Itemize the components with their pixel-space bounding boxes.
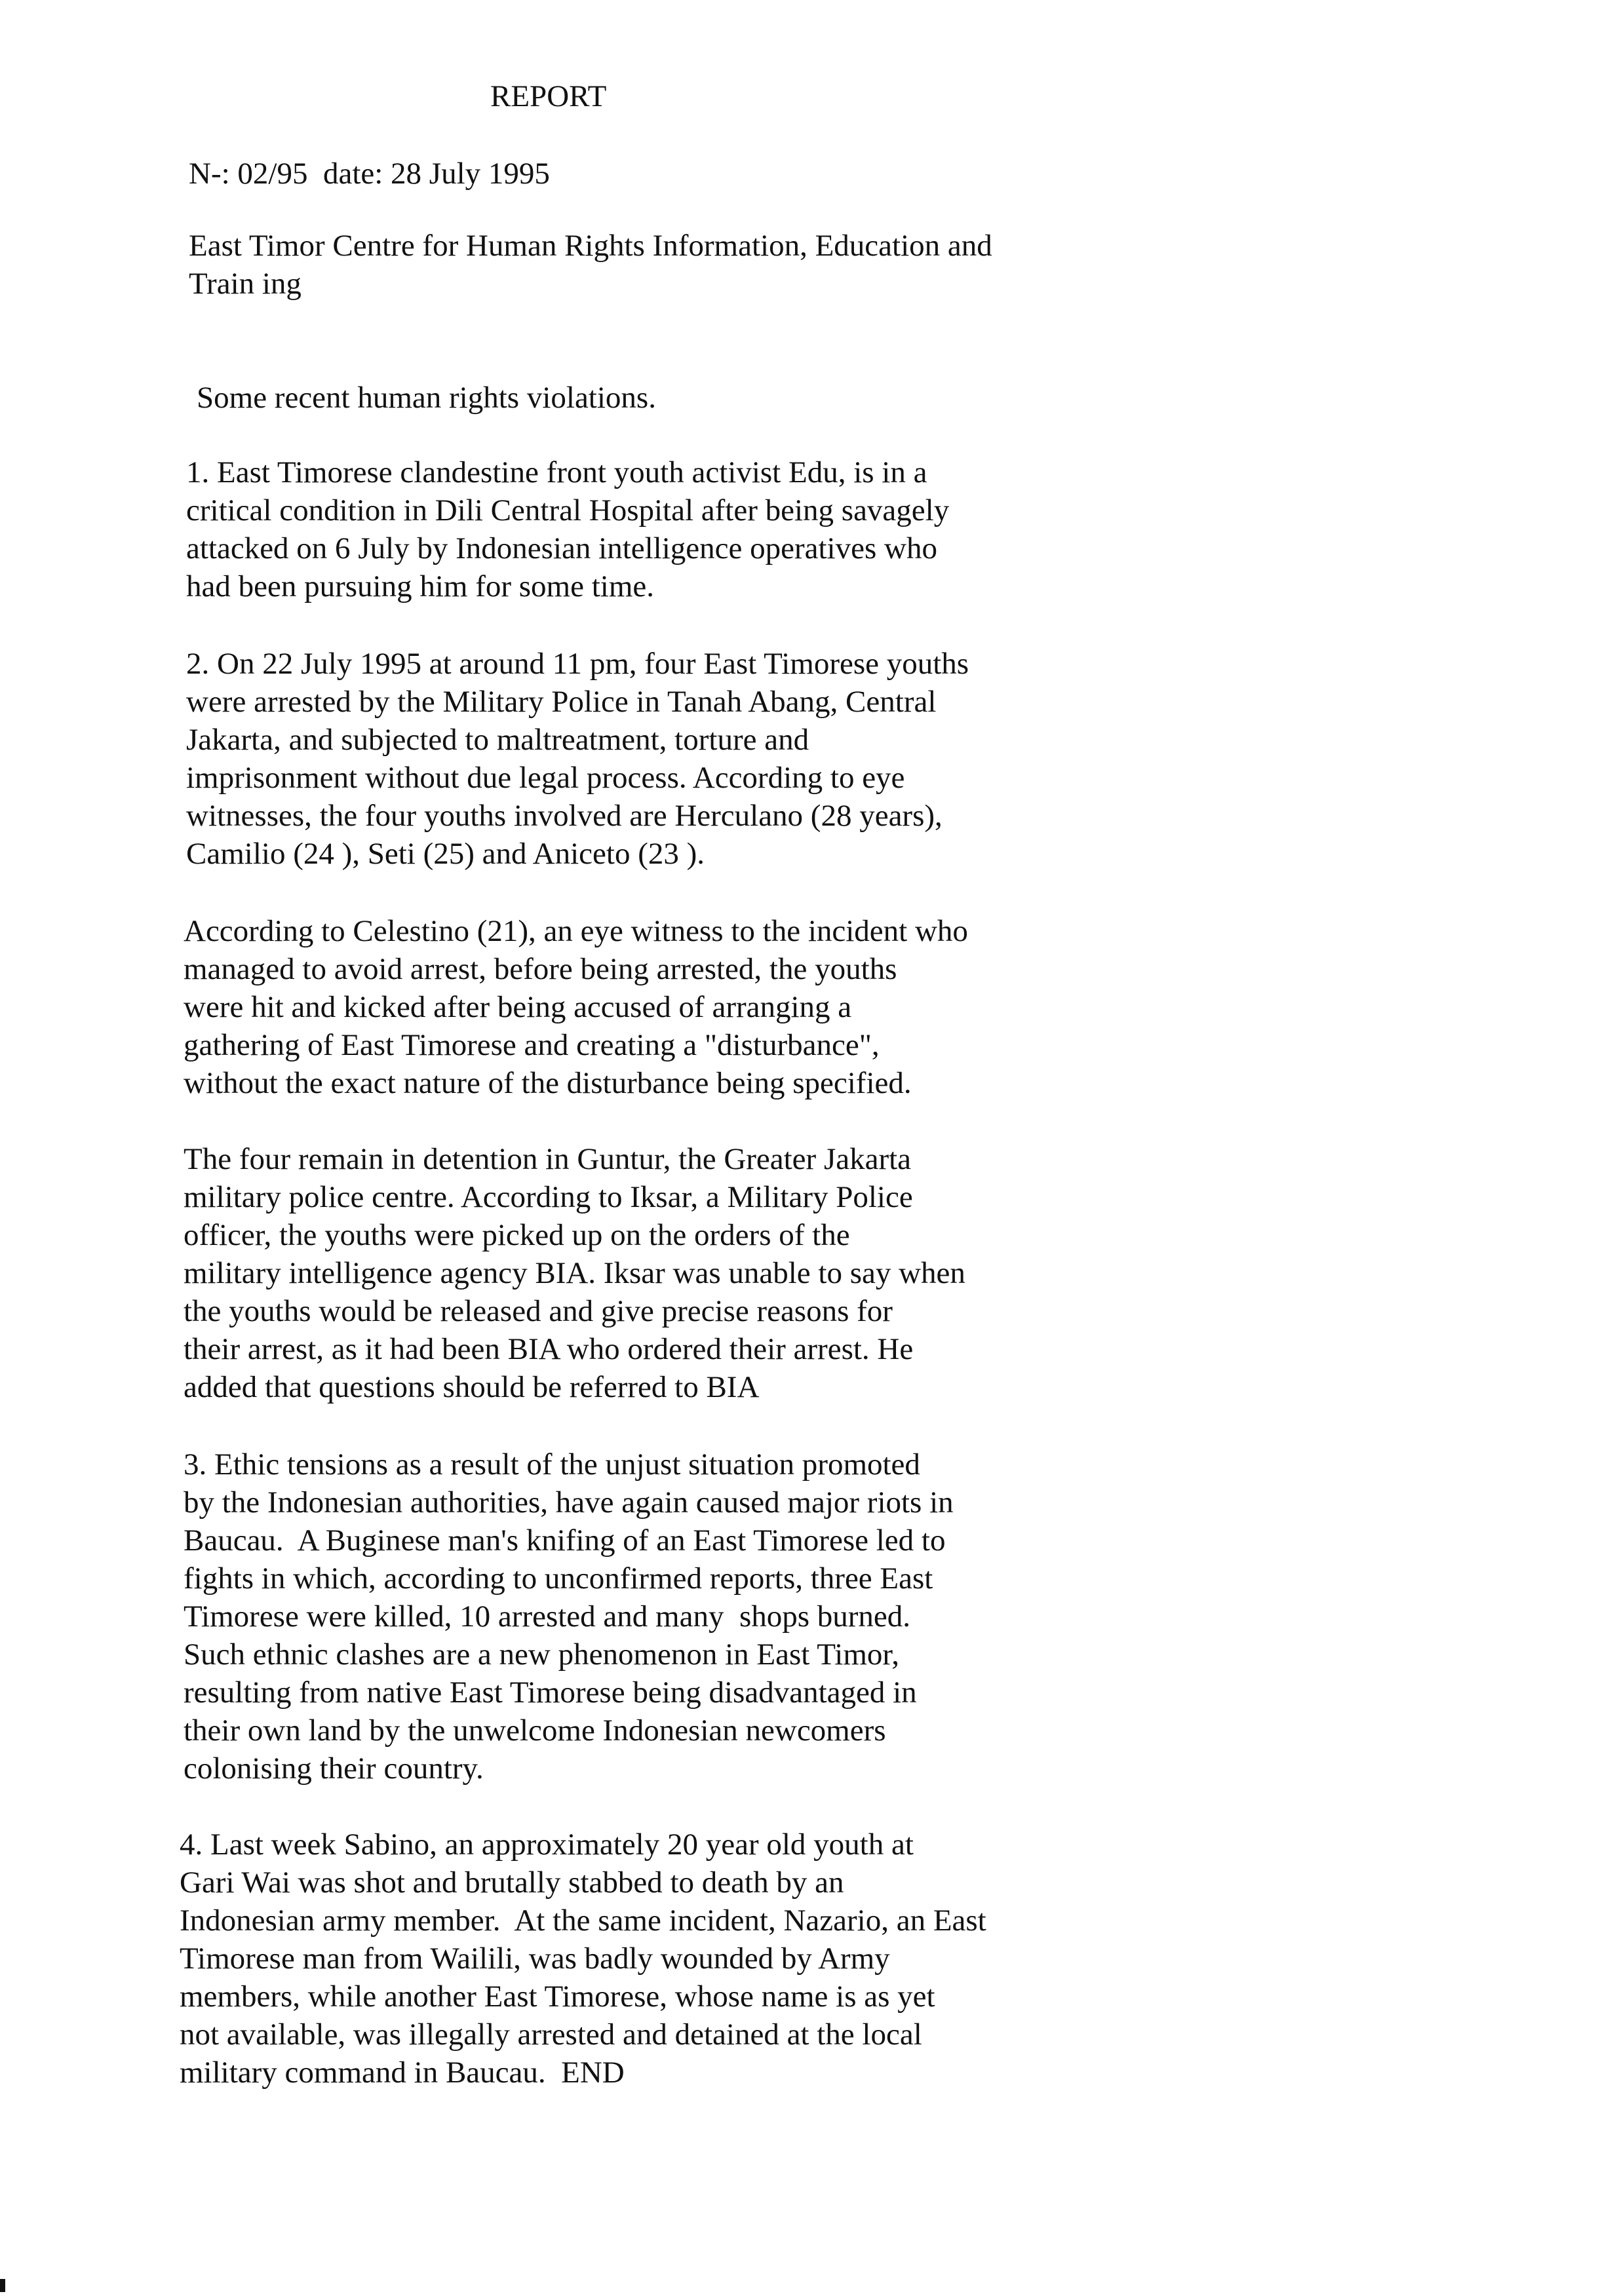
paragraph-line: were arrested by the Military Police in Tanah Abang, Central bbox=[186, 685, 937, 719]
paragraph-line: were hit and kicked after being accused of arranging a bbox=[184, 990, 852, 1024]
paragraph-line: resulting from native East Timorese being disadvantaged in bbox=[184, 1675, 917, 1710]
paragraph-detention bbox=[184, 1140, 965, 1406]
paragraph-line: Timorese were killed, 10 arrested and many shops burned. bbox=[184, 1599, 911, 1634]
paragraph-line: fights in which, according to unconfirmed reports, three East bbox=[184, 1561, 933, 1596]
intro-text: Some recent human rights violations. bbox=[197, 381, 656, 415]
paragraph-line: Gari Wai was shot and brutally stabbed to death by an bbox=[180, 1866, 844, 1900]
organization-name bbox=[189, 227, 992, 303]
report-title: REPORT bbox=[490, 79, 607, 113]
paragraph-line: Indonesian army member. At the same incident, Nazario, an East bbox=[180, 1904, 986, 1938]
paragraph-line: without the exact nature of the disturbance being specified. bbox=[184, 1066, 912, 1100]
paragraph-line: their own land by the unwelcome Indonesian newcomers bbox=[184, 1713, 886, 1748]
paragraph-jakarta-arrests bbox=[186, 645, 969, 873]
paragraph-edu-attack bbox=[186, 453, 949, 605]
organization-line: Train ing bbox=[189, 267, 302, 301]
organization-line: East Timor Centre for Human Rights Information, Education and bbox=[189, 229, 992, 263]
paragraph-line: The four remain in detention in Guntur, the Greater Jakarta bbox=[184, 1142, 912, 1176]
paragraph-line: 2. On 22 July 1995 at around 11 pm, four East Timorese youths bbox=[186, 647, 969, 681]
paragraph-line: by the Indonesian authorities, have again caused major riots in bbox=[184, 1485, 954, 1520]
paragraph-gari-wai-killing bbox=[180, 1826, 986, 2092]
paragraph-line: added that questions should be referred to BIA bbox=[184, 1370, 760, 1404]
intro-line bbox=[197, 379, 656, 417]
paragraph-line: Jakarta, and subjected to maltreatment, torture and bbox=[186, 723, 809, 757]
paragraph-line: 1. East Timorese clandestine front youth activist Edu, is in a bbox=[186, 455, 927, 489]
reference-line bbox=[189, 155, 550, 193]
paragraph-line: witnesses, the four youths involved are Herculano (28 years), bbox=[186, 799, 943, 833]
scan-edge-mark bbox=[0, 2279, 5, 2292]
paragraph-line: officer, the youths were picked up on the orders of the bbox=[184, 1218, 850, 1252]
paragraph-line: military police centre. According to Iksar, a Military Police bbox=[184, 1180, 913, 1214]
paragraph-line: imprisonment without due legal process. According to eye bbox=[186, 761, 905, 795]
reference-text: N-: 02/95 date: 28 July 1995 bbox=[189, 157, 550, 191]
paragraph-line: Baucau. A Buginese man's knifing of an East Timorese led to bbox=[184, 1523, 946, 1558]
paragraph-line: Timorese man from Wailili, was badly wounded by Army bbox=[180, 1942, 890, 1976]
paragraph-line: critical condition in Dili Central Hospital after being savagely bbox=[186, 493, 950, 527]
paragraph-line: 4. Last week Sabino, an approximately 20 year old youth at bbox=[180, 1827, 914, 1862]
paragraph-line: the youths would be released and give precise reasons for bbox=[184, 1294, 893, 1328]
paragraph-line: their arrest, as it had been BIA who ordered their arrest. He bbox=[184, 1332, 914, 1366]
paragraph-line: members, while another East Timorese, whose name is as yet bbox=[180, 1980, 935, 2014]
paragraph-line: managed to avoid arrest, before being arrested, the youths bbox=[184, 952, 897, 986]
paragraph-baucau-riots bbox=[184, 1445, 954, 1788]
paragraph-line: colonising their country. bbox=[184, 1751, 484, 1786]
paragraph-line: Such ethnic clashes are a new phenomenon in East Timor, bbox=[184, 1637, 899, 1672]
paragraph-eye-witness bbox=[184, 912, 968, 1102]
paragraph-line: According to Celestino (21), an eye witness to the incident who bbox=[184, 914, 968, 948]
paragraph-line: not available, was illegally arrested and detained at the local bbox=[180, 2018, 922, 2052]
paragraph-line: had been pursuing him for some time. bbox=[186, 569, 654, 603]
paragraph-line: military intelligence agency BIA. Iksar was unable to say when bbox=[184, 1256, 965, 1290]
paragraph-line: military command in Baucau. END bbox=[180, 2056, 625, 2090]
paragraph-line: attacked on 6 July by Indonesian intelligence operatives who bbox=[186, 531, 937, 565]
paragraph-line: gathering of East Timorese and creating a "disturbance", bbox=[184, 1028, 880, 1062]
paragraph-line: 3. Ethic tensions as a result of the unjust situation promoted bbox=[184, 1447, 920, 1482]
paragraph-line: Camilio (24 ), Seti (25) and Aniceto (23 ). bbox=[186, 837, 705, 871]
